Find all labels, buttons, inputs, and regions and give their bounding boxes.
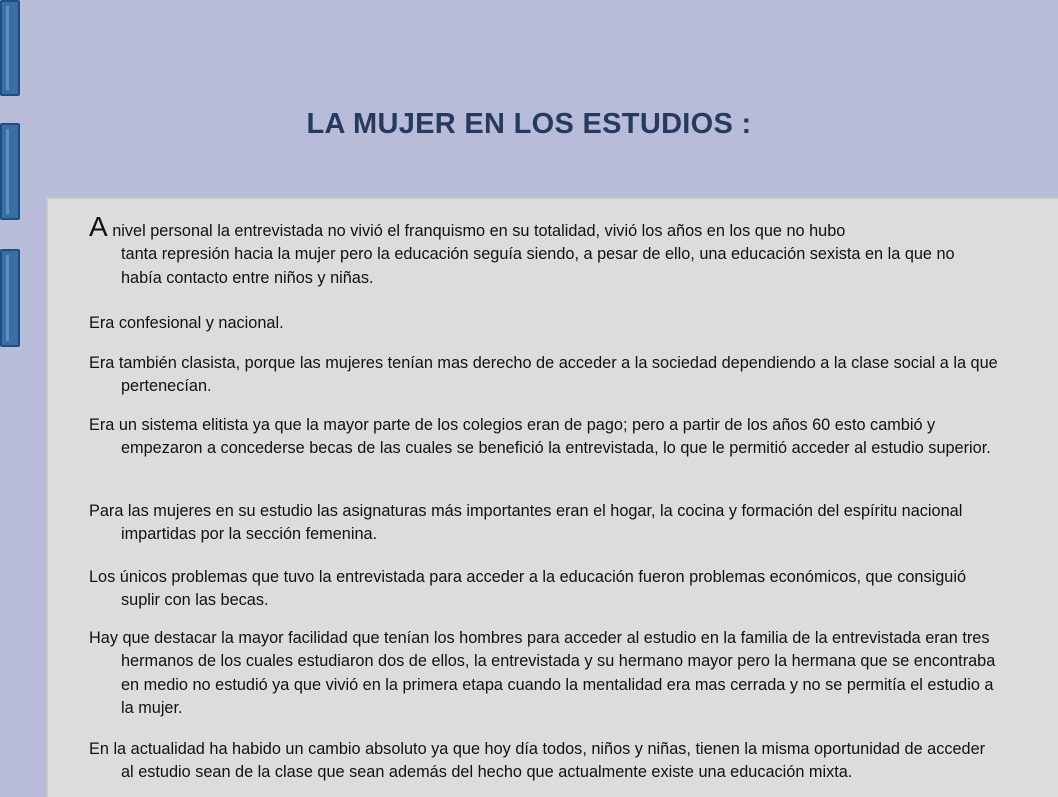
paragraph-1-rest: tanta represión hacia la mujer pero la educación seguía siendo, a pesar de ello, una educación sexista en la que no había contacto entre niños y niñas.: [121, 245, 955, 287]
paragraph-4: Era un sistema elitista ya que la mayor parte de los colegios eran de pago; pero a partir de los años 60 esto cambió y empezaron a concederse becas de las cuales se benefició la entrevistada, lo que le permitió acceder al estudio superior.: [89, 416, 991, 458]
content-box: [46, 197, 1058, 797]
left-accent-bar-bottom: [0, 249, 20, 347]
paragraph-5: Para las mujeres en su estudio las asignaturas más importantes eran el hogar, la cocina y formación del espíritu nacional impartidas por la sección femenina.: [89, 502, 963, 544]
slide-title: LA MUJER EN LOS ESTUDIOS :: [306, 108, 752, 140]
paragraph-7: Hay que destacar la mayor facilidad que tenían los hombres para acceder al estudio en la familia de la entrevistada eran tres hermanos de los cuales estudiaron dos de ellos, la entrevistada y su hermano mayor pero la hermana que se encontraba en medio no estudió ya que vivió en la primera etapa cuando la mentalidad era mas cerrada y no se permitía el estudio a la mujer.: [89, 629, 996, 718]
paragraph-8: En la actualidad ha habido un cambio absoluto ya que hoy día todos, niños y niñas, tienen la misma oportunidad de acceder al estudio sean de la clase que sean además del hecho que actualmente existe una educación mixta.: [89, 740, 986, 782]
paragraph-3: Era también clasista, porque las mujeres tenían mas derecho de acceder a la sociedad dependiendo a la clase social a la que pertenecían.: [89, 354, 998, 396]
paragraph-1-line-1: nivel personal la entrevistada no vivió el franquismo en su totalidad, vivió los años en los que no hubo: [107, 222, 846, 240]
paragraph-6: Los únicos problemas que tuvo la entrevistada para acceder a la educación fueron problemas económicos, que consiguió suplir con las becas.: [89, 568, 967, 610]
paragraph-2: Era confesional y nacional.: [89, 314, 284, 332]
left-accent-bar-top: [0, 0, 20, 96]
paragraph-1: [89, 211, 969, 290]
paragraph-1-initial: A: [89, 211, 108, 242]
